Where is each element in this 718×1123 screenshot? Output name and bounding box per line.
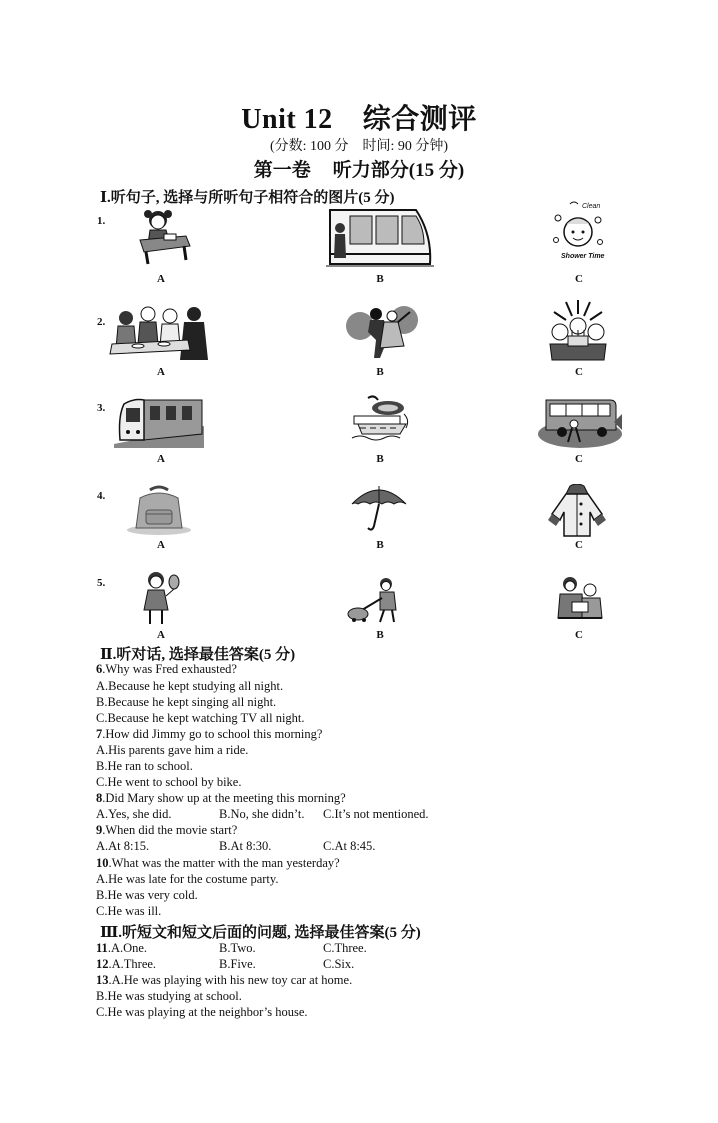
- question-9-option-a: A.At 8:15.: [96, 839, 150, 853]
- question-6-option-c: C.Because he kept watching TV all night.: [96, 711, 305, 725]
- option-4a-label: A: [157, 539, 165, 551]
- question-10-option-b: B.He was very cold.: [96, 888, 198, 902]
- question-4-number: 4.: [97, 490, 106, 502]
- question-8-option-a: A.Yes, she did.: [96, 807, 172, 821]
- birthday-party-icon: [546, 298, 610, 364]
- option-1a-label: A: [157, 273, 165, 285]
- question-9-option-b: B.At 8:30.: [219, 839, 272, 853]
- raincoat-icon: [548, 484, 606, 538]
- time-text: 时间: 90 分钟): [362, 139, 449, 154]
- svg-text:Shower Time: Shower Time: [561, 253, 605, 260]
- question-7-option-c: C.He went to school by bike.: [96, 775, 242, 789]
- question-10-text: .What was the matter with the man yesterday?: [108, 856, 340, 870]
- umbrella-icon: [350, 482, 408, 536]
- question-12-option-b: B.Five.: [219, 957, 256, 971]
- option-2b-label: B: [376, 366, 384, 378]
- question-1-number: 1.: [97, 215, 106, 227]
- girl-vacuuming-icon: [344, 576, 406, 626]
- option-1b-label: B: [376, 273, 384, 285]
- question-6-number: 6: [96, 662, 103, 676]
- question-6-text: .Why was Fred exhausted?: [102, 662, 237, 676]
- question-8-number: 8: [96, 791, 103, 805]
- question-11-option-a: 11.A.One.: [96, 941, 148, 955]
- question-6-option-b: B.Because he kept singing all night.: [96, 695, 277, 709]
- question-6: [96, 662, 237, 677]
- option-3a-label: A: [157, 453, 165, 465]
- question-13-option-a: 13.A.He was playing with his new toy car at home.: [96, 973, 353, 987]
- option-3c-label: C: [575, 453, 583, 465]
- title-main: 综合测评: [362, 104, 477, 135]
- train-window-icon: [326, 204, 434, 270]
- question-2-number: 2.: [97, 316, 106, 328]
- question-8-option-c: C.It’s not mentioned.: [323, 807, 429, 821]
- question-5-number: 5.: [97, 577, 106, 589]
- question-8: [96, 791, 346, 806]
- question-8-option-b: B.No, she didn’t.: [219, 807, 305, 821]
- question-3-number: 3.: [97, 402, 106, 414]
- question-7-option-b: B.He ran to school.: [96, 759, 193, 773]
- page-title: [0, 97, 718, 137]
- option-5b-label: B: [376, 629, 384, 641]
- question-9: [96, 823, 237, 838]
- option-5c-label: C: [575, 629, 583, 641]
- question-13-number: 13: [96, 973, 109, 987]
- kids-reading-icon: [552, 574, 608, 626]
- title-unit: Unit 12: [241, 104, 333, 135]
- option-2a-label: A: [157, 366, 165, 378]
- question-12-option-c: C.Six.: [323, 957, 355, 971]
- option-4b-label: B: [376, 539, 384, 551]
- question-8-text: .Did Mary show up at the meeting this morning?: [102, 791, 346, 805]
- dancing-couple-icon: [340, 302, 424, 364]
- question-11-number: 11: [96, 941, 108, 955]
- question-7-text: .How did Jimmy go to school this morning?: [102, 727, 323, 741]
- question-6-option-a: A.Because he kept studying all night.: [96, 679, 284, 693]
- section-3-heading: Ⅲ.听短文和短文后面的问题, 选择最佳答案(5 分): [100, 925, 421, 941]
- question-12-option-a: 12.A.Three.: [96, 957, 157, 971]
- question-10-option-c: C.He was ill.: [96, 904, 162, 918]
- subway-train-icon: [114, 396, 204, 448]
- question-10: [96, 856, 340, 871]
- svg-text:Clean: Clean: [582, 203, 601, 210]
- question-11-option-b: B.Two.: [219, 941, 256, 955]
- backpack-icon: [126, 484, 192, 536]
- section-1-heading: Ⅰ.听句子, 选择与所听句子相符合的图片(5 分): [100, 190, 395, 206]
- bus-icon: [536, 394, 624, 450]
- question-13-option-b: B.He was studying at school.: [96, 989, 242, 1003]
- part-name: 听力部分(15 分): [332, 160, 465, 181]
- part-label: 第一卷: [253, 160, 311, 181]
- question-7: [96, 727, 322, 742]
- girl-at-desk-icon: [130, 206, 194, 266]
- option-4c-label: C: [575, 539, 583, 551]
- cruise-ship-icon: [350, 394, 412, 446]
- option-2c-label: C: [575, 366, 583, 378]
- people-at-table-icon: [108, 302, 212, 364]
- question-10-option-a: A.He was late for the costume party.: [96, 872, 279, 886]
- exam-meta: [0, 135, 718, 155]
- question-10-number: 10: [96, 856, 109, 870]
- option-1c-label: C: [575, 273, 583, 285]
- question-9-option-c: C.At 8:45.: [323, 839, 376, 853]
- question-12-number: 12: [96, 957, 109, 971]
- section-2-heading: Ⅱ.听对话, 选择最佳答案(5 分): [100, 647, 296, 663]
- question-9-text: .When did the movie start?: [102, 823, 238, 837]
- question-11-option-c: C.Three.: [323, 941, 367, 955]
- question-7-number: 7: [96, 727, 103, 741]
- question-7-option-a: A.His parents gave him a ride.: [96, 743, 249, 757]
- girl-with-balloon-icon: [140, 570, 182, 628]
- option-3b-label: B: [376, 453, 384, 465]
- option-5a-label: A: [157, 629, 165, 641]
- shower-time-icon: [548, 198, 608, 270]
- question-9-number: 9: [96, 823, 103, 837]
- score-text: (分数: 100 分: [269, 139, 349, 154]
- part-heading: [0, 155, 718, 182]
- question-13-option-c: C.He was playing at the neighbor’s house.: [96, 1005, 308, 1019]
